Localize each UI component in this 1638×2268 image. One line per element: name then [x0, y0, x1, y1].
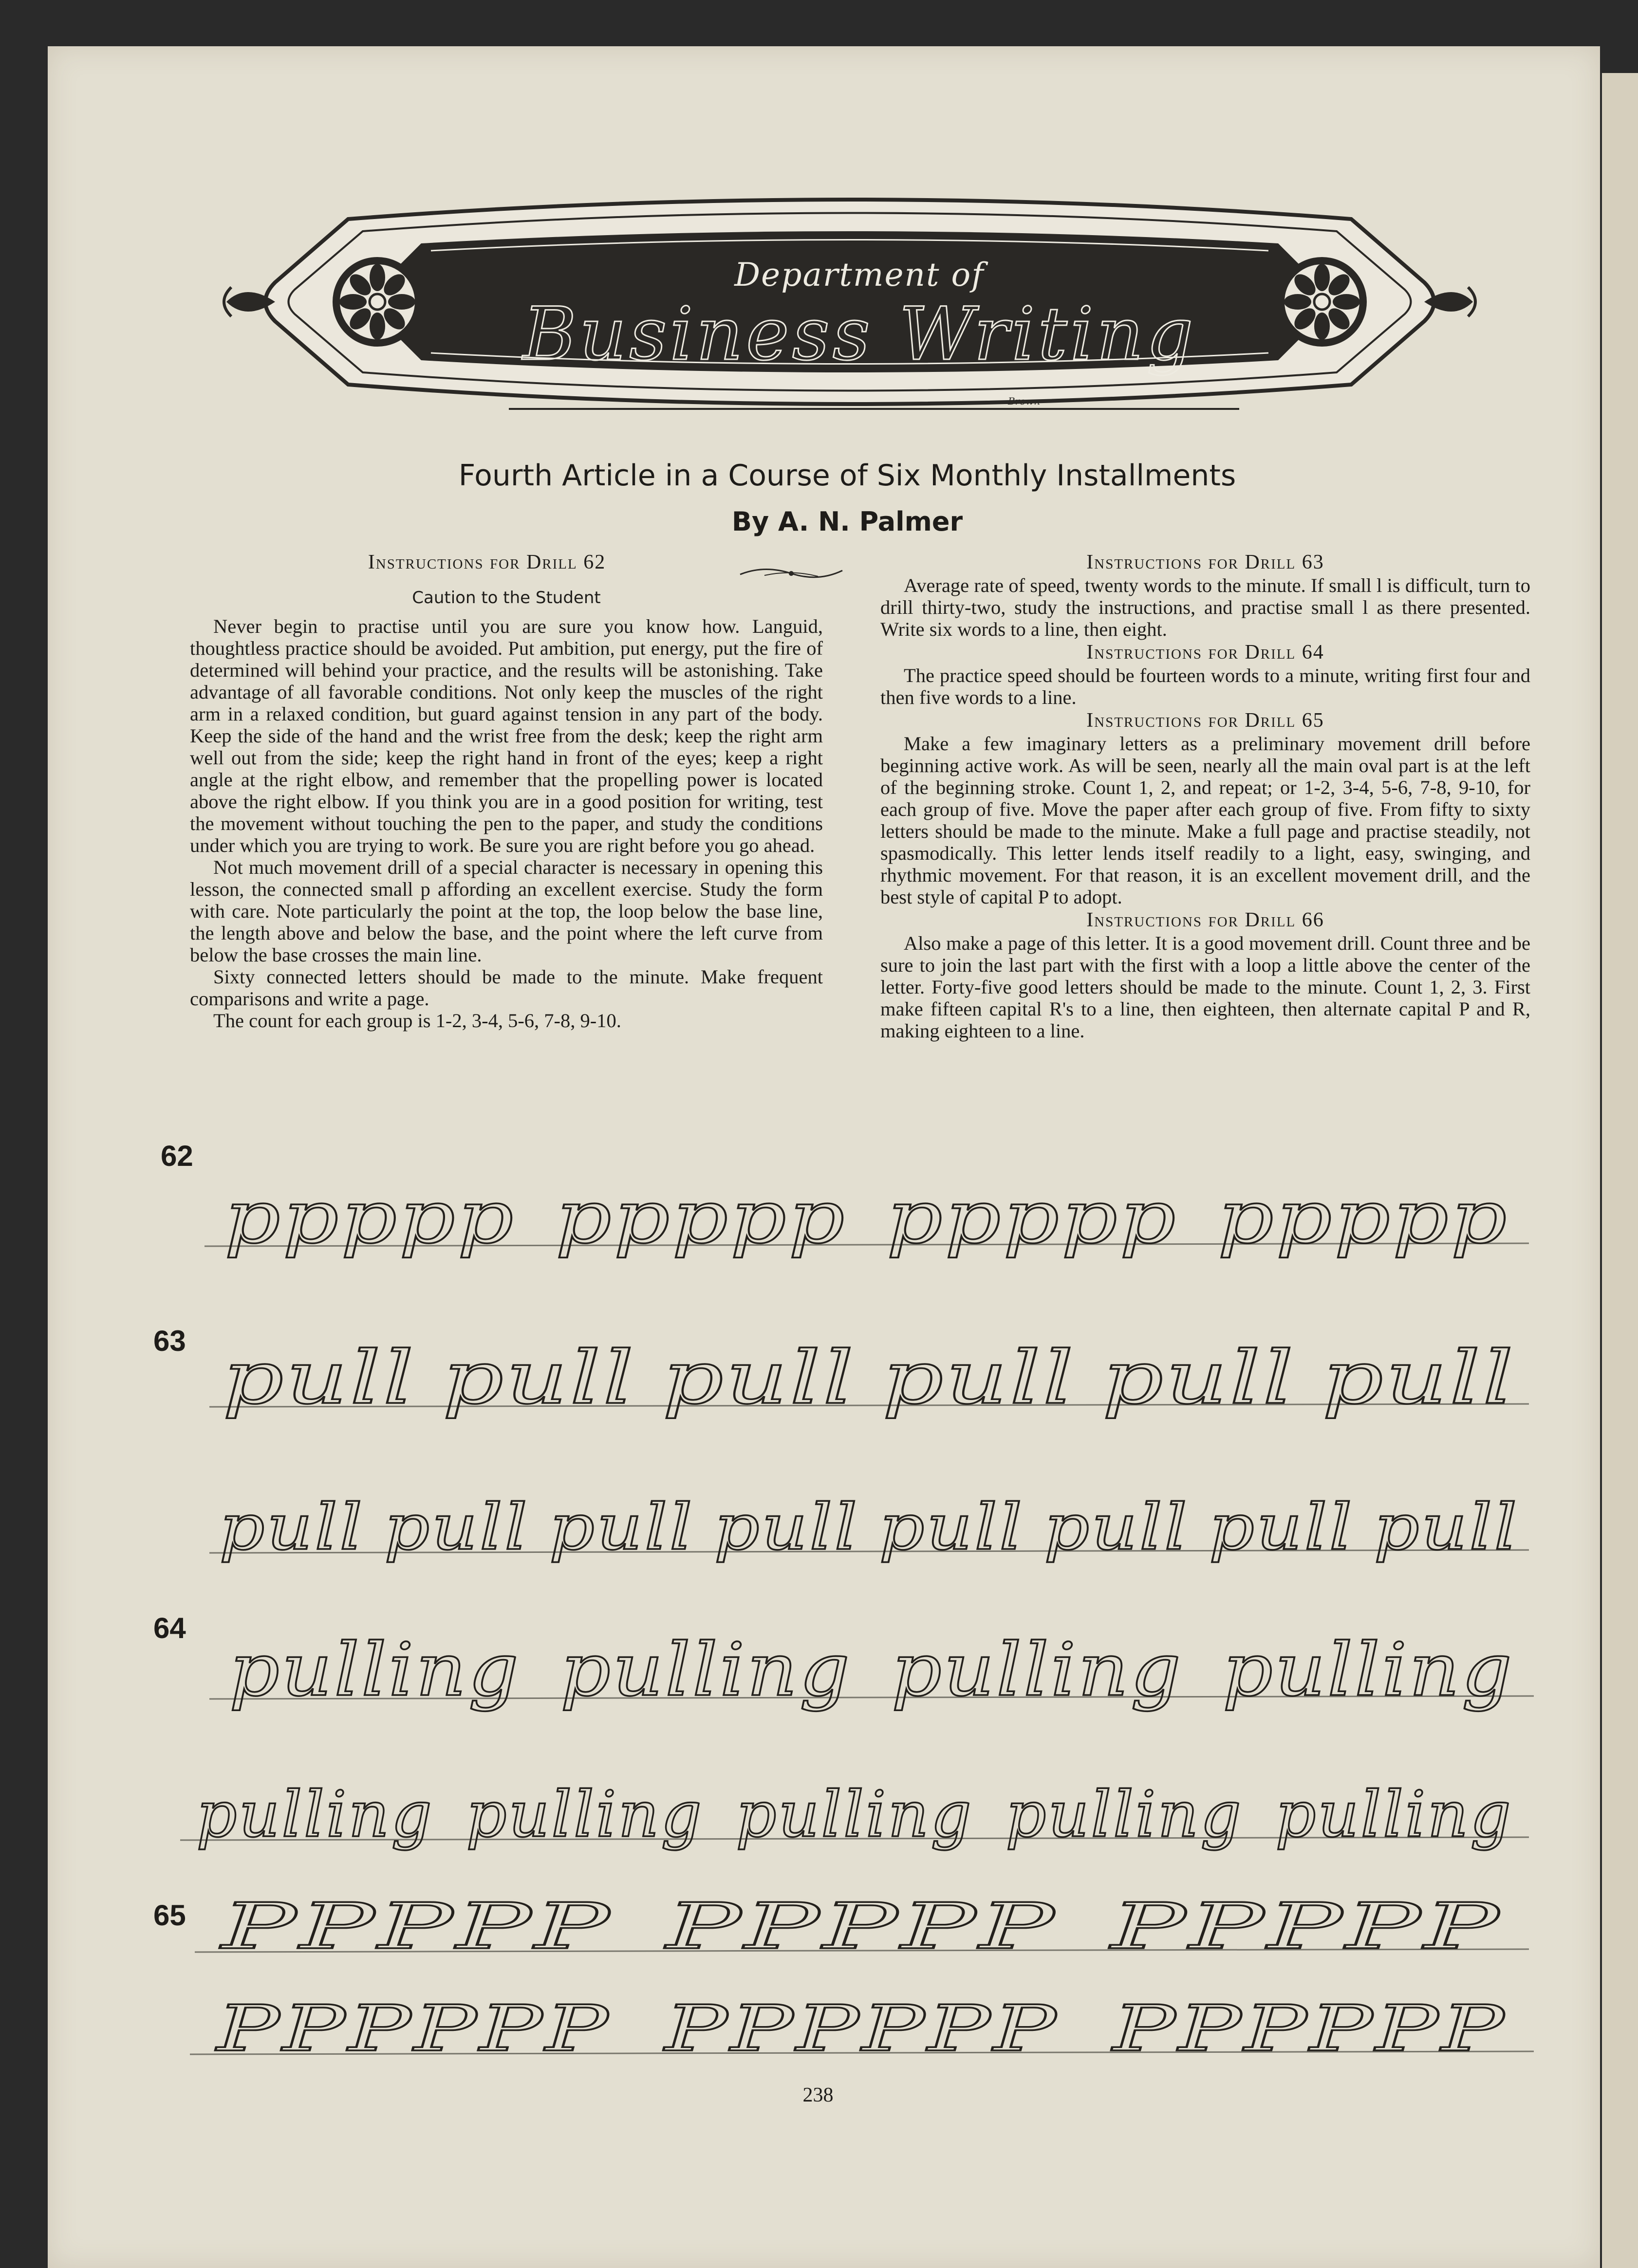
drill-word: pull [442, 1336, 636, 1420]
article-title: Fourth Article in a Course of Six Monthly Installments [458, 459, 1236, 493]
drill-word: pull [1209, 1490, 1354, 1564]
drill-word: ppppp [224, 1175, 516, 1260]
drill-word: PPPPPP [663, 1991, 1059, 2065]
drill-word: PPPPP [1109, 1889, 1503, 1963]
drill-63-heading: Instructions for Drill 63 [1086, 551, 1324, 573]
page-number: 238 [802, 2084, 834, 2106]
drill-word: pulling [1222, 1628, 1514, 1713]
drill-word: PPPPPP [1111, 1991, 1507, 2065]
byline: By A. N. Palmer [731, 506, 963, 537]
drill-word: pull [1374, 1490, 1519, 1564]
paragraph: Also make a page of this letter. It is a good movement drill. Count three and be sure to join the last part with the first with a loop a little above the center of the letter. Forty-five good letters should be made to the minute. Count 1, 2, 3. First make fifteen capital R's to a line, then eighteen, then alternate capital P and R, making eighteen to a line. [880, 932, 1530, 1042]
drill-number-65: 65 [153, 1899, 186, 1932]
paragraph: Not much movement drill of a special character is necessary in opening this lesson, the connected small p affording an excellent exercise. Study the form with care. Note particularly the point at the top, the loop below the base line, the length above and below the base, and the point where the left curve from below the base crosses the main line. [190, 856, 823, 966]
drill-word: pull [1102, 1336, 1296, 1420]
drill-word: pulling [466, 1777, 704, 1851]
banner-line1: Department of [734, 256, 985, 294]
drill-word: PPPPP [664, 1889, 1058, 1963]
drill-word: pulling [560, 1628, 852, 1713]
drill-number-63: 63 [153, 1325, 186, 1357]
drill-word: ppppp [1217, 1175, 1509, 1260]
drill-word: pulling [1275, 1777, 1513, 1851]
drill-word: ppppp [555, 1175, 847, 1260]
drill-word: pull [384, 1490, 530, 1564]
drill-word: ppppp [886, 1175, 1178, 1260]
paragraph: The practice speed should be fourteen words to a minute, writing first four and then five words to a line. [880, 664, 1530, 708]
drill-64-heading: Instructions for Drill 64 [1086, 641, 1324, 664]
drill-word: pull [714, 1490, 859, 1564]
drill-word: pulling [891, 1628, 1183, 1713]
drill-word: pull [549, 1490, 694, 1564]
paragraph: Sixty connected letters should be made to the minute. Make frequent comparisons and write a page. [190, 966, 823, 1010]
drill-word: pull [882, 1336, 1076, 1420]
drill-62-heading: Instructions for Drill 62 [368, 551, 606, 573]
drill-number-64: 64 [153, 1612, 186, 1644]
drill-word: pulling [1005, 1777, 1243, 1851]
drill-word: pull [1044, 1490, 1190, 1564]
caution-heading: Caution to the Student [412, 588, 601, 608]
drill-word: pulling [196, 1777, 434, 1851]
banner-line2: Business Writing [522, 292, 1196, 377]
drill-word: pull [1322, 1336, 1516, 1420]
artist-signature: Brown [1008, 395, 1041, 407]
drill-word: PPPPPP [215, 1991, 611, 2065]
drill-word: pulling [229, 1628, 521, 1713]
drill-word: pull [879, 1490, 1024, 1564]
drill-number-62: 62 [161, 1140, 193, 1172]
drill-65-heading: Instructions for Drill 65 [1086, 709, 1324, 732]
drill-word: pull [219, 1490, 365, 1564]
drill-word: PPPPP [220, 1889, 613, 1963]
drill-word: pull [662, 1336, 856, 1420]
paragraph: Average rate of speed, twenty words to the minute. If small l is difficult, turn to drill thirty-two, study the instructions, and practise small l as there presented. Write six words to a line, then eight. [880, 574, 1530, 640]
paragraph: The count for each group is 1-2, 3-4, 5-6, 7-8, 9-10. [213, 1010, 621, 1032]
paragraph: Make a few imaginary letters as a preliminary movement drill before beginning active work. As will be seen, nearly all the main oval part is at the left of the beginning stroke. Count 1, 2, and repeat; or 1-2, 3-4, 5-6, 7-8, 9-10, for each group of five. Move the paper after each group of five. From fifty to sixty letters should be made to the minute. Make a full page and practise steadily, not spasmodically. This letter lends itself readily to a light, easy, swinging, and rhythmic movement. For that reason, it is an excellent movement drill, and the best style of capital P to adopt. [880, 733, 1530, 908]
paragraph: Never begin to practise until you are sure you know how. Languid, thoughtless practice should be avoided. Put ambition, put energy, put the fire of determined will behind your practice, and the results will be astonishing. Take advantage of all favorable conditions. Not only keep the muscles of the right arm in a relaxed condition, but guard against tension in any part of the body. Keep the side of the hand and the wrist free from the desk; keep the right arm well out from the side; keep the right hand in front of the eyes; keep a right angle at the right elbow, and remember that the propelling power is located above the right elbow. If you think you are in a good position for writing, test the movement without touching the pen to the paper, and study the conditions under which you are trying to work. Be sure you are right before you go ahead. [190, 615, 823, 856]
drill-66-heading: Instructions for Drill 66 [1086, 909, 1324, 931]
drill-word: pull [223, 1336, 416, 1420]
drill-word: pulling [736, 1777, 973, 1851]
